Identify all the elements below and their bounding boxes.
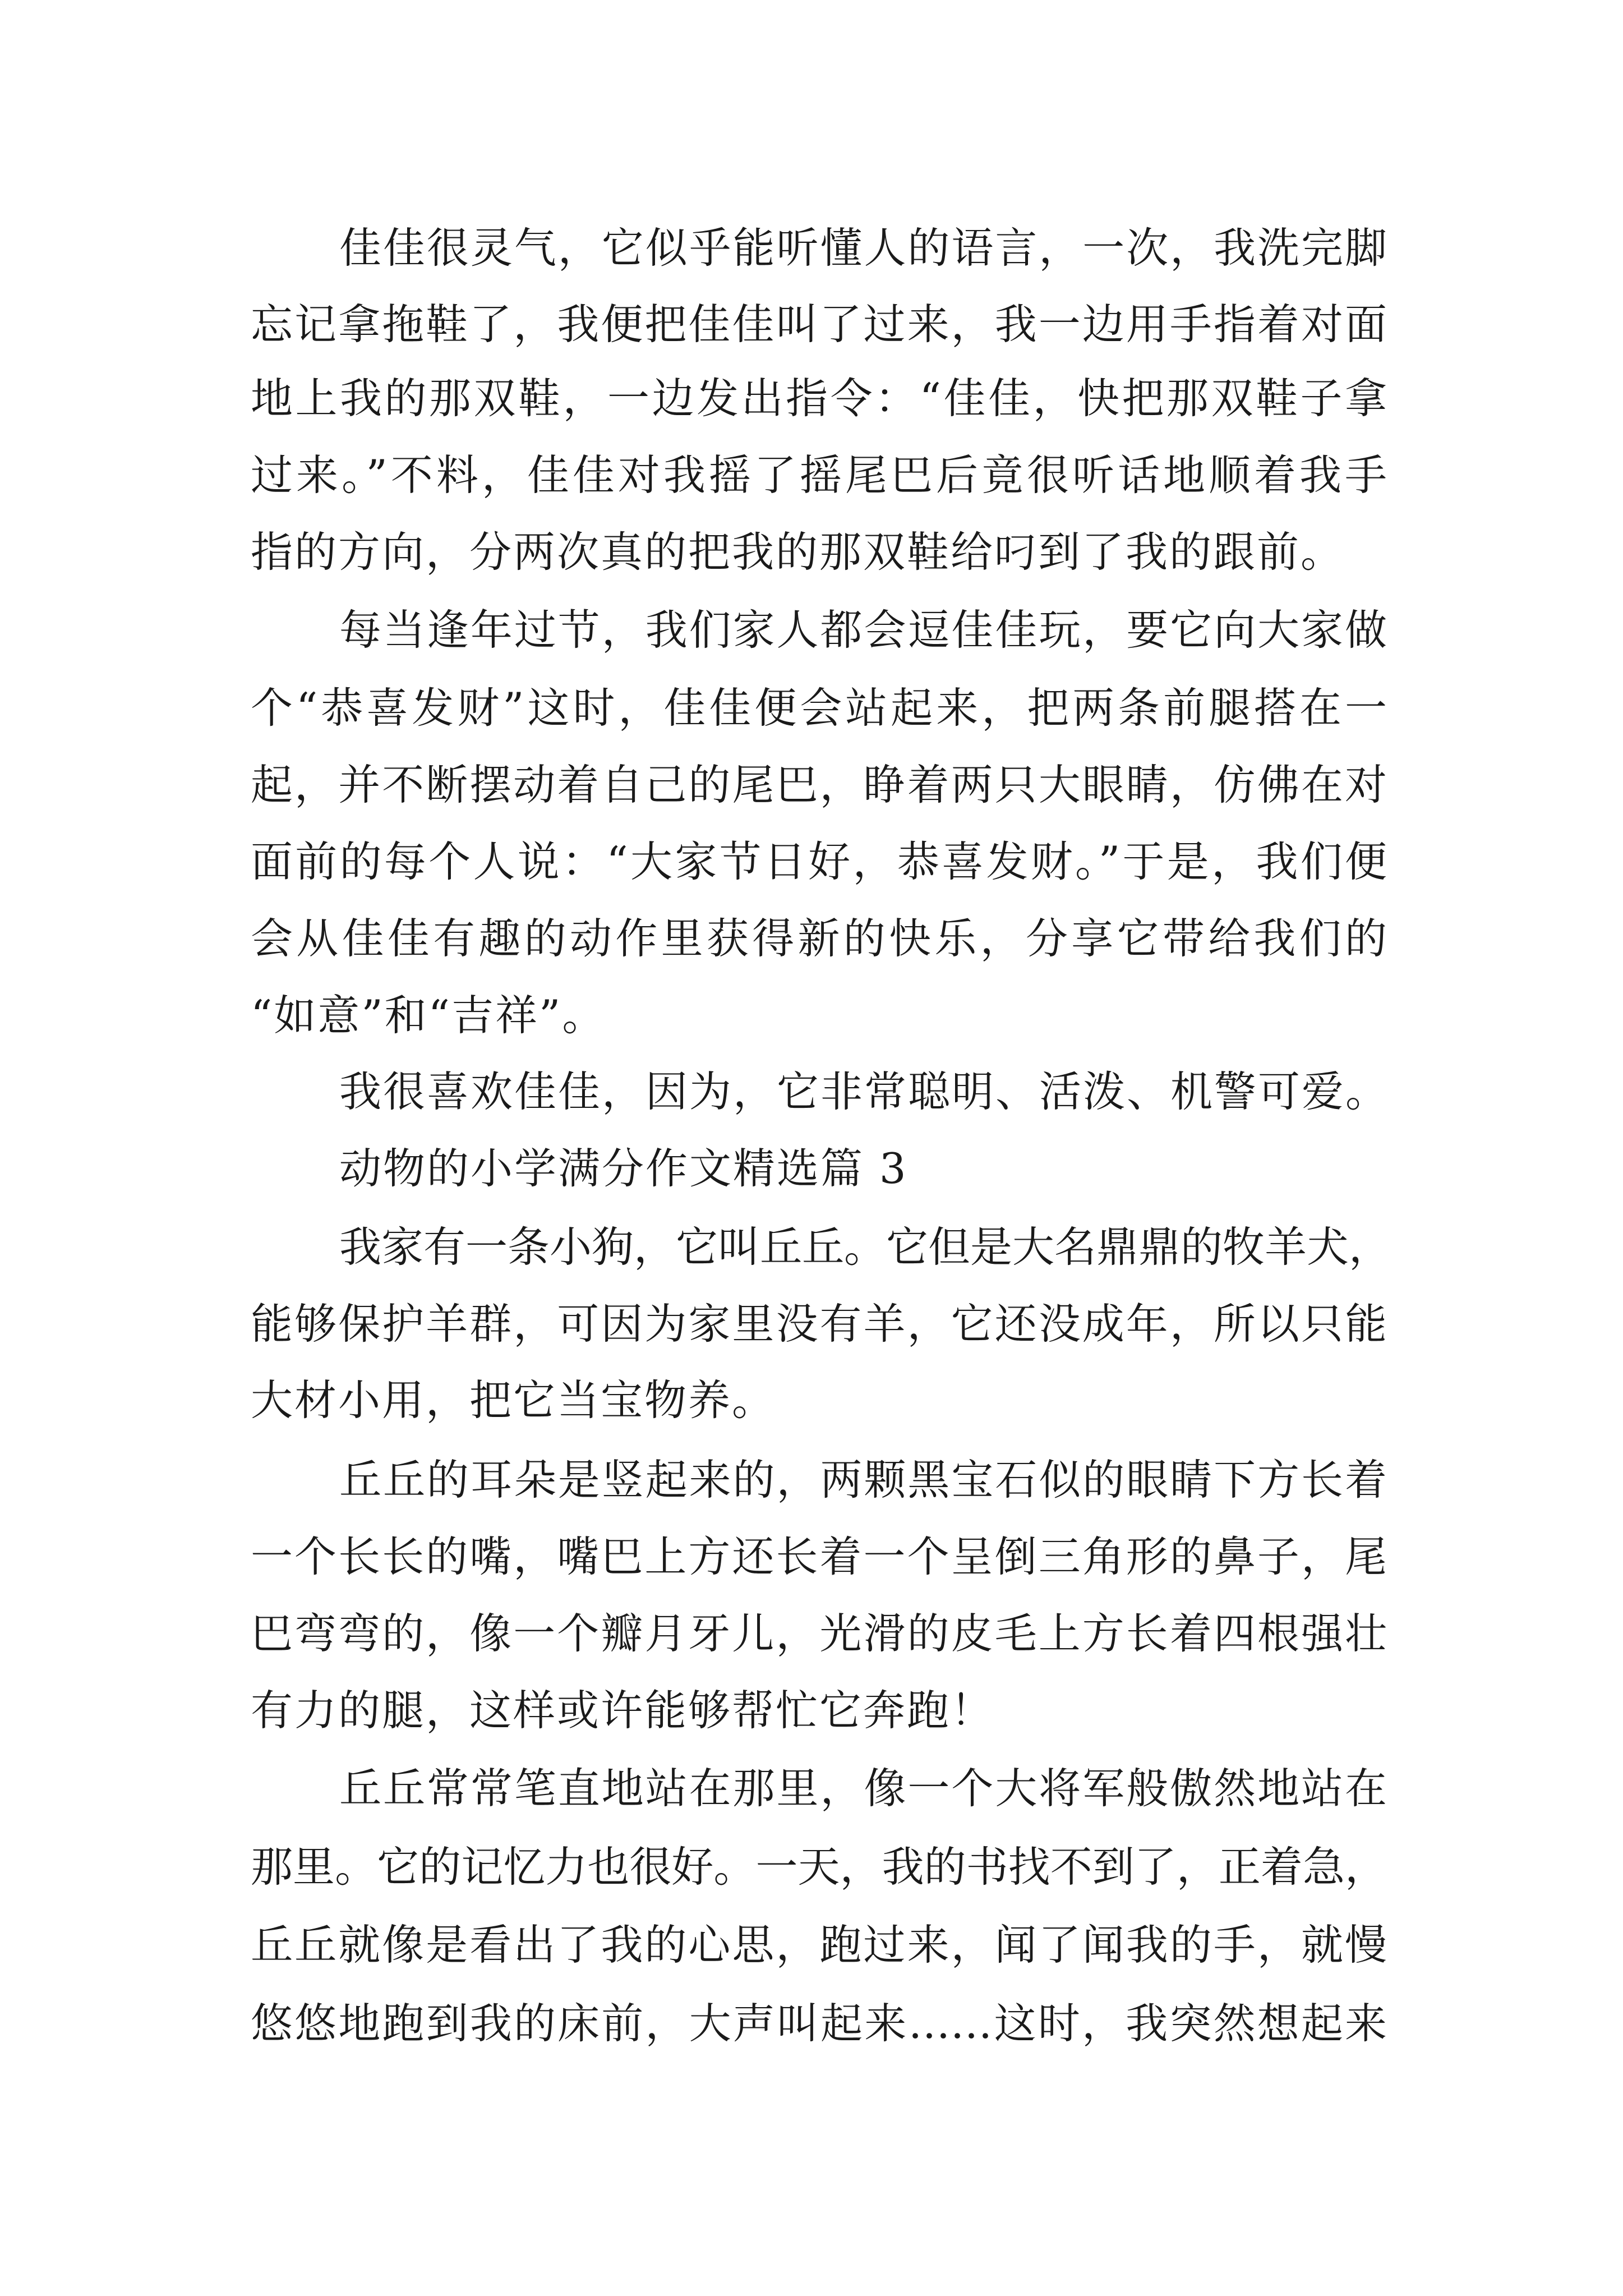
paragraph-line: 起，并不断摆动着自己的尾巴，睁着两只大眼睛，仿佛在对 (251, 760, 1387, 809)
paragraph-line: 丘丘就像是看出了我的心思，跑过来，闻了闻我的手，就慢 (251, 1920, 1387, 1970)
paragraph-line: 能够保护羊群，可因为家里没有羊，它还没成年，所以只能 (251, 1299, 1387, 1349)
paragraph-line: 面前的每个人说：“大家节日好，恭喜发财。”于是，我们便 (251, 837, 1387, 886)
paragraph-line: “如意”和“吉祥”。 (251, 991, 606, 1040)
paragraph-line: 过来。”不料，佳佳对我摇了摇尾巴后竟很听话地顺着我手 (251, 450, 1387, 500)
paragraph-line: 忘记拿拖鞋了，我便把佳佳叫了过来，我一边用手指着对面 (251, 300, 1387, 349)
paragraph-line: 佳佳很灵气，它似乎能听懂人的语言，一次，我洗完脚 (339, 223, 1387, 273)
paragraph-line: 丘丘常常笔直地站在那里，像一个大将军般傲然地站在 (339, 1764, 1387, 1813)
paragraph-line: 那里。它的记忆力也很好。一天，我的书找不到了，正着急， (251, 1842, 1387, 1892)
section-heading: 动物的小学满分作文精选篇 3 (339, 1144, 908, 1193)
paragraph-line: 地上我的那双鞋，一边发出指令：“佳佳，快把那双鞋子拿 (251, 374, 1387, 423)
paragraph-line: 丘丘的耳朵是竖起来的，两颗黑宝石似的眼睛下方长着 (339, 1455, 1387, 1504)
paragraph-line: 巴弯弯的，像一个瓣月牙儿，光滑的皮毛上方长着四根强壮 (251, 1609, 1387, 1658)
paragraph-line: 有力的腿，这样或许能够帮忙它奔跑！ (251, 1686, 995, 1735)
paragraph-line: 大材小用，把它当宝物养。 (251, 1375, 776, 1425)
paragraph-line: 悠悠地跑到我的床前，大声叫起来……这时，我突然想起来 (251, 1999, 1387, 2048)
paragraph-line: 我很喜欢佳佳，因为，它非常聪明、活泼、机警可爱。 (339, 1067, 1390, 1116)
paragraph-line: 我家有一条小狗，它叫丘丘。它但是大名鼎鼎的牧羊犬， (339, 1222, 1391, 1272)
paragraph-line: 个“恭喜发财”这时，佳佳便会站起来，把两条前腿搭在一 (251, 683, 1387, 733)
paragraph-line: 指的方向，分两次真的把我的那双鞋给叼到了我的跟前。 (251, 527, 1345, 577)
paragraph-line: 每当逢年过节，我们家人都会逗佳佳玩，要它向大家做 (339, 605, 1387, 655)
paragraph-line: 会从佳佳有趣的动作里获得新的快乐，分享它带给我们的 (251, 914, 1387, 963)
paragraph-line: 一个长长的嘴，嘴巴上方还长着一个呈倒三角形的鼻子，尾 (251, 1532, 1387, 1581)
